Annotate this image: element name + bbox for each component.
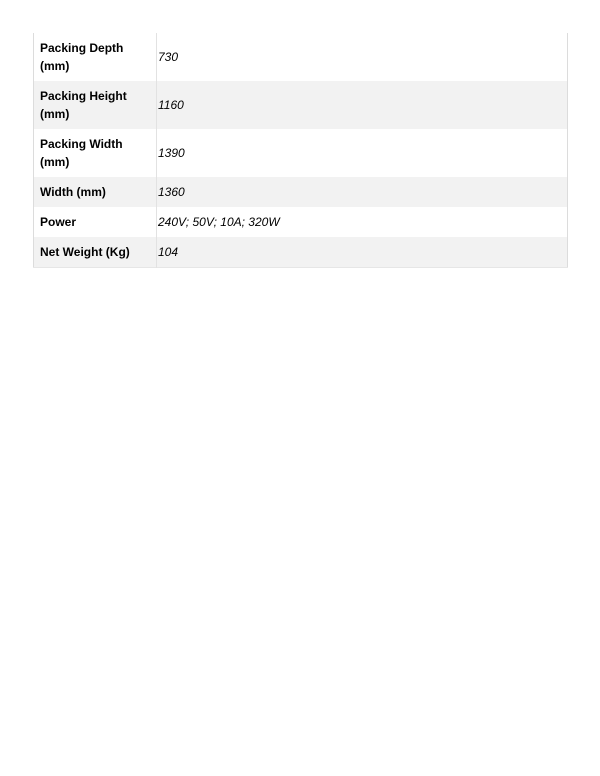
table-row bbox=[34, 129, 568, 177]
spec-value: 240V; 50V; 10A; 320W bbox=[158, 215, 280, 229]
table-row bbox=[34, 81, 568, 129]
spec-label: Packing Width (mm) bbox=[34, 129, 157, 177]
table-row bbox=[34, 207, 568, 237]
spec-value: 104 bbox=[158, 245, 179, 259]
spec-value: 1160 bbox=[158, 98, 184, 112]
spec-label: Packing Height (mm) bbox=[34, 81, 157, 129]
spec-value: 730 bbox=[158, 50, 179, 64]
specifications-table bbox=[33, 33, 568, 268]
spec-label: Power bbox=[34, 207, 157, 237]
spec-value: 1390 bbox=[158, 146, 185, 160]
spec-value: 1360 bbox=[158, 185, 185, 199]
spec-label: Net Weight (Kg) bbox=[34, 237, 157, 268]
table-row bbox=[34, 237, 568, 268]
spec-label: Packing Depth (mm) bbox=[34, 33, 157, 81]
table-row bbox=[34, 177, 568, 207]
spec-label: Width (mm) bbox=[34, 177, 157, 207]
table-row bbox=[34, 33, 568, 81]
